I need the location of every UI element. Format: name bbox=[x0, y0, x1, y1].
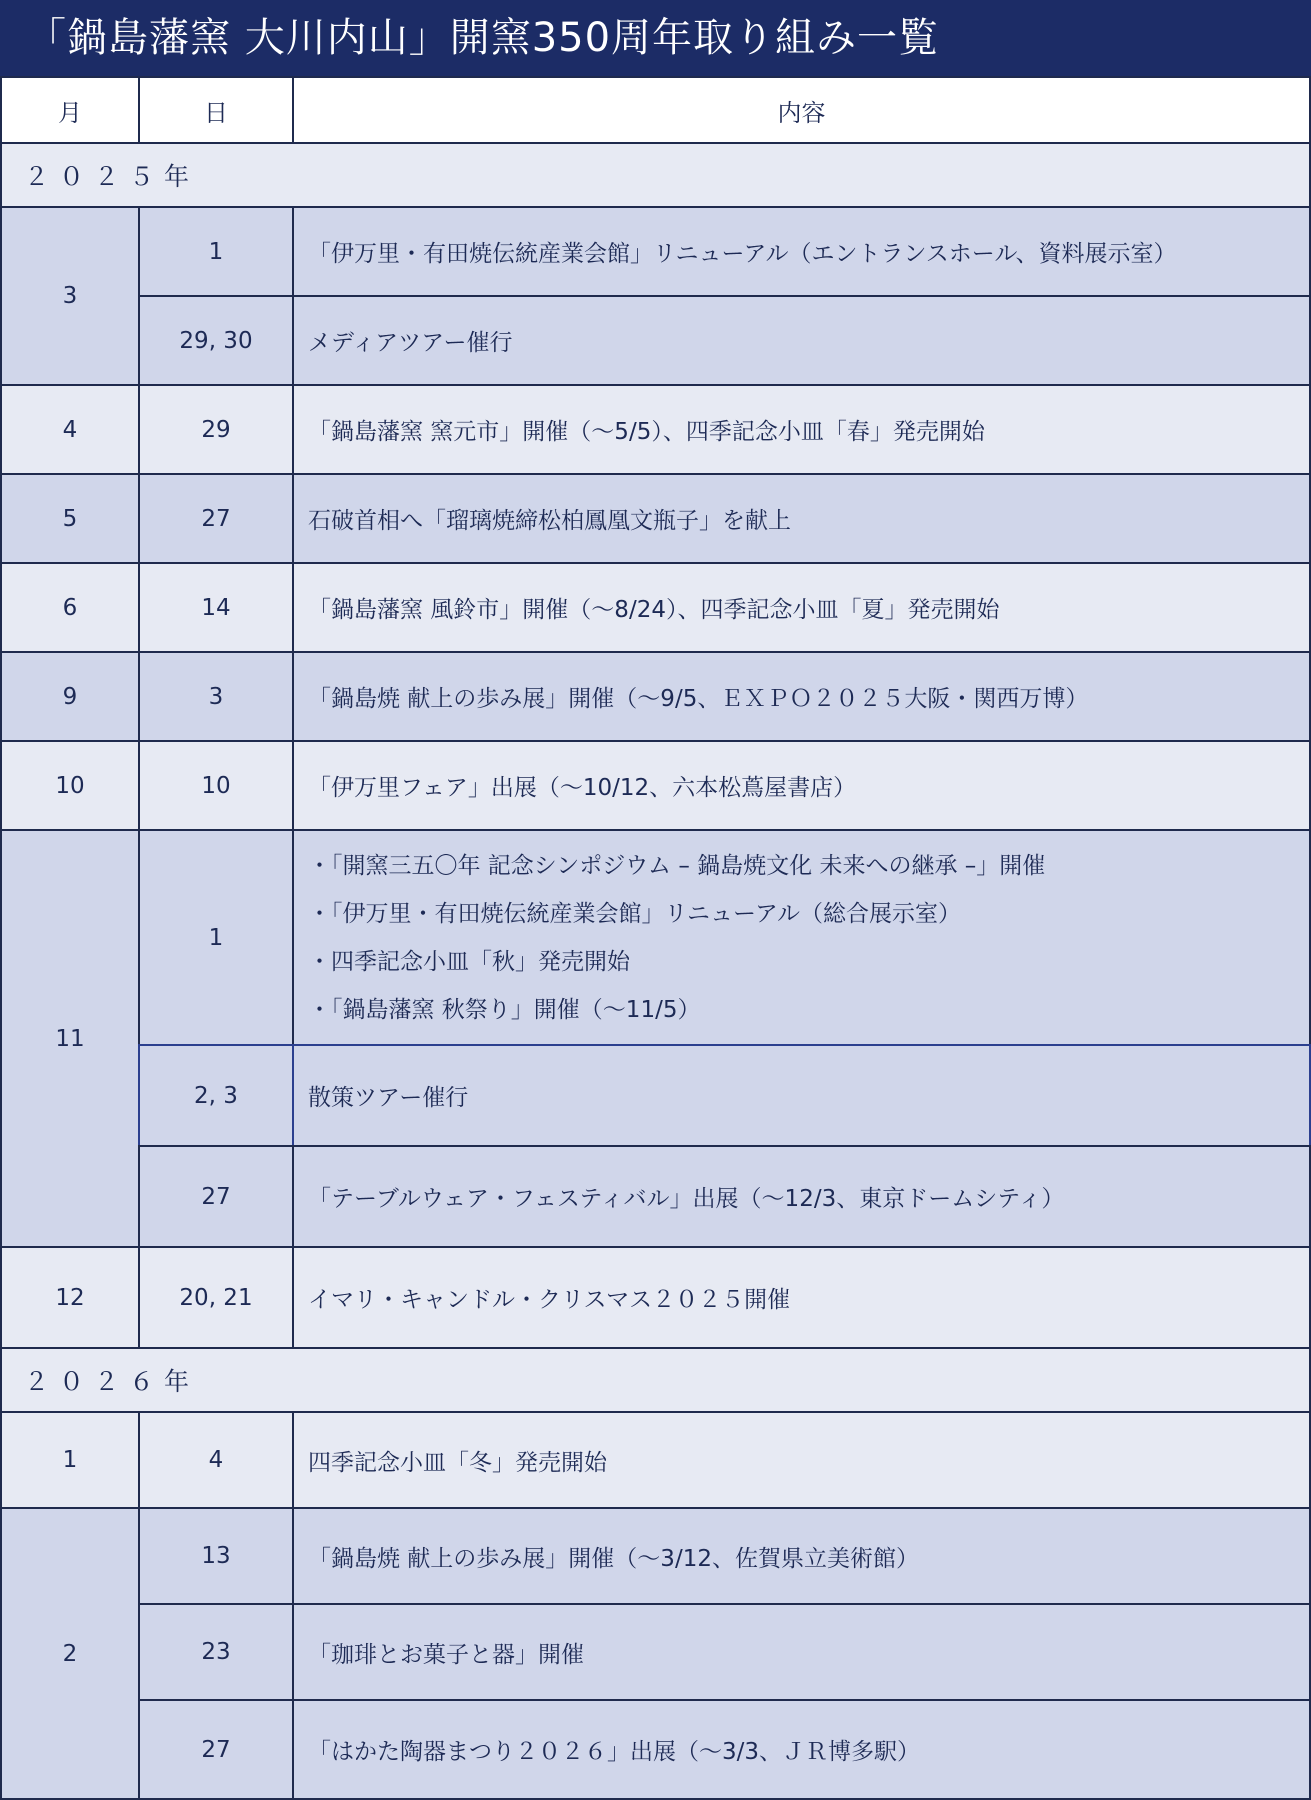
content-cell: 「テーブルウェア・フェスティバル」出展（～12/3、東京ドームシティ） bbox=[292, 1145, 1311, 1248]
year-heading-2026: ２０２６年 bbox=[0, 1347, 1311, 1413]
month-cell-1: 1 bbox=[0, 1411, 140, 1509]
day-cell: 27 bbox=[138, 1699, 294, 1800]
day-cell: 27 bbox=[138, 473, 294, 564]
day-cell: 23 bbox=[138, 1603, 294, 1701]
content-line: ・「鍋島藩窯 秋祭り」開催（～11/5） bbox=[308, 996, 701, 1023]
month-cell-9: 9 bbox=[0, 651, 140, 742]
content-cell: 「はかた陶器まつり２０２６」出展（～3/3、ＪＲ博多駅） bbox=[292, 1699, 1311, 1800]
day-cell: 14 bbox=[138, 562, 294, 653]
content-cell: 「鍋島藩窯 窯元市」開催（～5/5）、四季記念小皿「春」発売開始 bbox=[292, 384, 1311, 475]
day-cell: 10 bbox=[138, 740, 294, 831]
month-cell-3: 3 bbox=[0, 206, 140, 386]
day-cell: 2, 3 bbox=[138, 1044, 294, 1147]
content-cell: 「鍋島藩窯 風鈴市」開催（～8/24）、四季記念小皿「夏」発売開始 bbox=[292, 562, 1311, 653]
month-cell-6: 6 bbox=[0, 562, 140, 653]
day-cell: 20, 21 bbox=[138, 1246, 294, 1349]
content-line: ・「開窯三五〇年 記念シンポジウム – 鍋島焼文化 未来への継承 –」開催 bbox=[308, 852, 1046, 879]
day-cell: 1 bbox=[138, 829, 294, 1046]
content-cell: 石破首相へ「瑠璃焼締松柏鳳凰文瓶子」を献上 bbox=[292, 473, 1311, 564]
day-cell: 4 bbox=[138, 1411, 294, 1509]
content-cell: イマリ・キャンドル・クリスマス２０２５開催 bbox=[292, 1246, 1311, 1349]
page-title: 「鍋島藩窯 大川内山」開窯350周年取り組み一覧 bbox=[0, 0, 1311, 76]
month-cell-5: 5 bbox=[0, 473, 140, 564]
content-cell: 散策ツアー催行 bbox=[292, 1044, 1311, 1147]
header-day: 日 bbox=[138, 76, 294, 144]
month-cell-12: 12 bbox=[0, 1246, 140, 1349]
month-cell-2: 2 bbox=[0, 1507, 140, 1800]
month-cell-10: 10 bbox=[0, 740, 140, 831]
day-cell: 3 bbox=[138, 651, 294, 742]
day-cell: 29 bbox=[138, 384, 294, 475]
year-heading-2025: ２０２５年 bbox=[0, 142, 1311, 208]
content-cell: 「鍋島焼 献上の歩み展」開催（～3/12、佐賀県立美術館） bbox=[292, 1507, 1311, 1605]
month-cell-4: 4 bbox=[0, 384, 140, 475]
header-content: 内容 bbox=[292, 76, 1311, 144]
content-cell: 「鍋島焼 献上の歩み展」開催（～9/5、ＥＸＰＯ２０２５大阪・関西万博） bbox=[292, 651, 1311, 742]
day-cell: 1 bbox=[138, 206, 294, 297]
day-cell: 27 bbox=[138, 1145, 294, 1248]
content-cell: メディアツアー催行 bbox=[292, 295, 1311, 386]
content-cell: 「伊万里・有田焼伝統産業会館」リニューアル（エントランスホール、資料展示室） bbox=[292, 206, 1311, 297]
day-cell: 29, 30 bbox=[138, 295, 294, 386]
content-cell: 「伊万里フェア」出展（～10/12、六本松蔦屋書店） bbox=[292, 740, 1311, 831]
month-cell-11: 11 bbox=[0, 829, 140, 1248]
header-month: 月 bbox=[0, 76, 140, 144]
content-cell: 四季記念小皿「冬」発売開始 bbox=[292, 1411, 1311, 1509]
content-cell: 「珈琲とお菓子と器」開催 bbox=[292, 1603, 1311, 1701]
content-line: ・四季記念小皿「秋」発売開始 bbox=[308, 948, 630, 975]
content-line: ・「伊万里・有田焼伝統産業会館」リニューアル（総合展示室） bbox=[308, 900, 961, 927]
day-cell: 13 bbox=[138, 1507, 294, 1605]
content-cell-multiline bbox=[292, 829, 1311, 1046]
